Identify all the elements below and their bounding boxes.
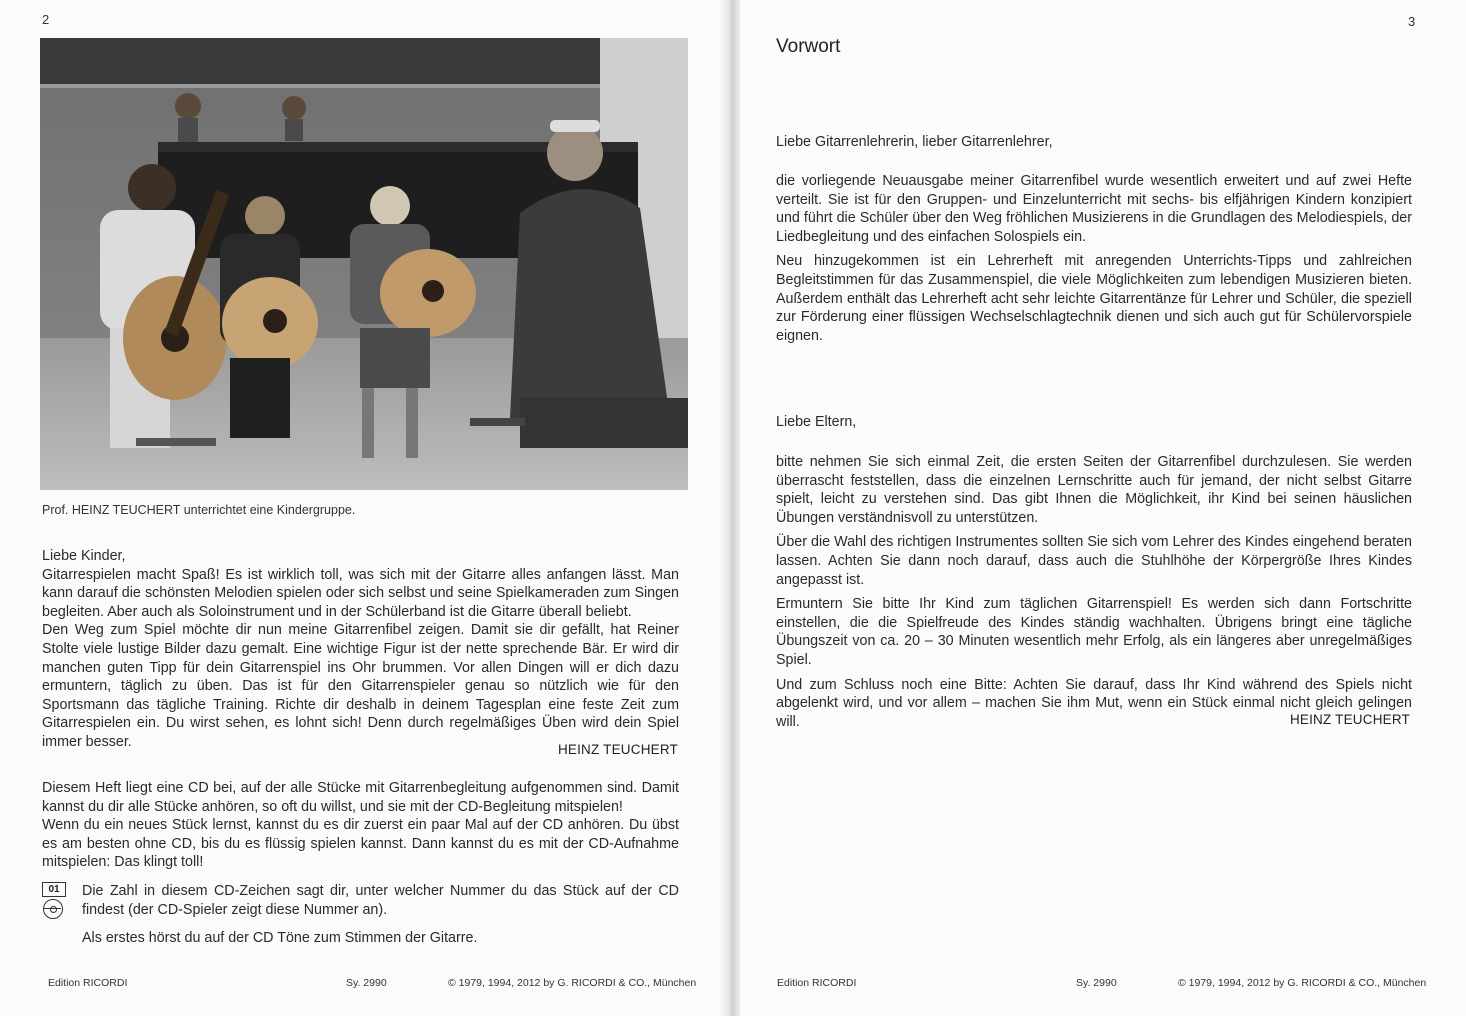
cd-track-number: 01 — [42, 882, 66, 897]
parents-paragraph-4: Und zum Schluss noch eine Bitte: Achten Sie darauf, dass Ihr Kind während des Spiels nicht abgelenkt wird, und vor allem – machen Sie ihm Mut, wenn ein Stück einmal nicht gleich gelingen will. — [776, 676, 1412, 730]
left-page — [0, 0, 724, 1016]
kids-paragraph-2: Den Weg zum Spiel möchte dir nun meine Gitarrenfibel zeigen. Damit sie dir gefällt, hat Reiner Stolte viele lustige Bilder dazu gemalt. Eine wichtige Figur ist der nette sprechende Bär. Er wird dir manchen guten Tipp für dein Gitarrenspiel ins Ohr brummen. Vor allen Dingen will er dich dazu ermuntern, täglich zu üben. Das ist für den Gitarrenspieler genau so nützlich wie für den Sportsmann das tägliche Training. Richte dir deshalb in deinem Tagesplan eine feste Zeit zum Gitarrespielen ein. Du wirst sehen, es lohnt sich! Denn durch regelmäßiges Üben wird dein Spiel immer besser. — [42, 622, 679, 750]
signature-right: HEINZ TEUCHERT — [1289, 712, 1410, 727]
cd-paragraph-1: Diesem Heft liegt eine CD bei, auf der alle Stücke mit Gitarrenbegleitung aufgenommen sind. Damit kannst du dir alle Stücke anhören, so oft du willst, und sie mit der CD-Begleitung mitspielen! — [42, 780, 679, 815]
teachers-paragraph-2: Neu hinzugekommen ist ein Lehrerheft mit anregenden Unterrichts-Tipps und zahlreichen Begleitstimmen für das Zusammenspiel, die viele Möglichkeiten zum lebendigen Musizieren bieten. Außerdem enthält das Lehrerheft acht sehr leichte Gitarrentänze für Lehrer und Schüler, die speziell zur Förderung einer flüssigen Wechselschlagtechnik dienen und sich auch gut für Schülervorspiele eignen. — [776, 253, 1412, 344]
footer-publisher-right: Edition RICORDI — [777, 977, 857, 989]
footer-copyright-left: © 1979, 1994, 2012 by G. RICORDI & CO., München — [448, 977, 697, 989]
signature-left: HEINZ TEUCHERT — [557, 742, 678, 757]
kids-greeting: Liebe Kinder, — [42, 548, 126, 564]
cd-tuning-note: Als erstes hörst du auf der CD Töne zum Stimmen der Gitarre. — [82, 930, 478, 946]
footer-catalog-left: Sy. 2990 — [346, 977, 387, 989]
kids-letter — [42, 547, 679, 752]
kids-paragraph-1: Gitarrespielen macht Spaß! Es ist wirklich toll, was sich mit der Gitarre alles anfangen lässt. Man kann darauf die schönsten Melodien spielen oder sich selbst und seine Spielkameraden zum Singen begleiten. Aber auch als Soloinstrument und in der Schülerband ist die Gitarre überall beliebt. — [42, 566, 679, 620]
cd-paragraph-2: Wenn du ein neues Stück lernst, kannst du es dir zuerst ein paar Mal auf der CD anhören. Du übst es am besten ohne CD, bis du es flüssig spielen kannst. Dann kannst du es mit der CD-Aufnahme mitspielen: Das klingt toll! — [42, 817, 679, 871]
photo-caption: Prof. HEINZ TEUCHERT unterrichtet eine Kindergruppe. — [42, 503, 356, 517]
teachers-letter — [776, 172, 1412, 345]
page-number-right: 3 — [1408, 14, 1416, 29]
parents-paragraph-2: Über die Wahl des richtigen Instrumentes sollten Sie sich vom Lehrer des Kindes eingehend beraten lassen. Achten Sie dann noch darauf, dass auch die Stuhlhöhe der Körpergröße Ihres Kindes angepasst ist. — [776, 534, 1412, 588]
teachers-greeting: Liebe Gitarrenlehrerin, lieber Gitarrenlehrer, — [776, 134, 1053, 150]
cd-info — [42, 779, 679, 872]
parents-paragraph-1: bitte nehmen Sie sich einmal Zeit, die ersten Seiten der Gitarrenfibel durchzulesen. Sie werden überrascht feststellen, dass die einzelnen Lernschritte auch für jemand, der nicht selbst Gitarre spielt, leicht zu verstehen sind. Das gibt Ihnen die Möglichkeit, ihr Kind bei seinen häuslichen Übungen verständnisvoll zu unterstützen. — [776, 454, 1412, 526]
cd-note: Die Zahl in diesem CD-Zeichen sagt dir, unter welcher Nummer du das Stück auf der CD findest (der CD-Spieler zeigt diese Nummer an). — [82, 883, 679, 918]
parents-greeting: Liebe Eltern, — [776, 414, 857, 430]
teaching-photo — [40, 38, 688, 490]
right-page — [740, 0, 1466, 1016]
cd-disc-icon — [43, 899, 63, 919]
page-title: Vorwort — [776, 36, 841, 57]
parents-paragraph-3: Ermuntern Sie bitte Ihr Kind zum täglichen Gitarrenspiel! Es werden sich dann Fortschritte einstellen, die die Spielfreude des Kindes ständig wachhalten. Übrigens bringt eine tägliche Übungszeit von ca. 20 – 30 Minuten wesentlich mehr Erfolg, als ein längeres aber unregelmäßiges Spiel. — [776, 596, 1412, 668]
footer-publisher-left: Edition RICORDI — [48, 977, 128, 989]
parents-letter — [776, 453, 1412, 731]
teachers-paragraph-1: die vorliegende Neuausgabe meiner Gitarrenfibel wurde wesentlich erweitert und auf zwei Hefte verteilt. Sie ist für den Gruppen- und Einzelunterricht mit sechs- bis elfjährigen Kindern konzipiert und führt die Schüler über den Weg fröhlichen Musizierens in die Grundlagen des Melodiespiels, der Liedbegleitung und des einfachen Solospiels ein. — [776, 173, 1412, 245]
page-number-left: 2 — [42, 12, 50, 27]
cd-track-icon — [42, 882, 66, 918]
footer-copyright-right: © 1979, 1994, 2012 by G. RICORDI & CO., München — [1178, 977, 1427, 989]
footer-catalog-right: Sy. 2990 — [1076, 977, 1117, 989]
